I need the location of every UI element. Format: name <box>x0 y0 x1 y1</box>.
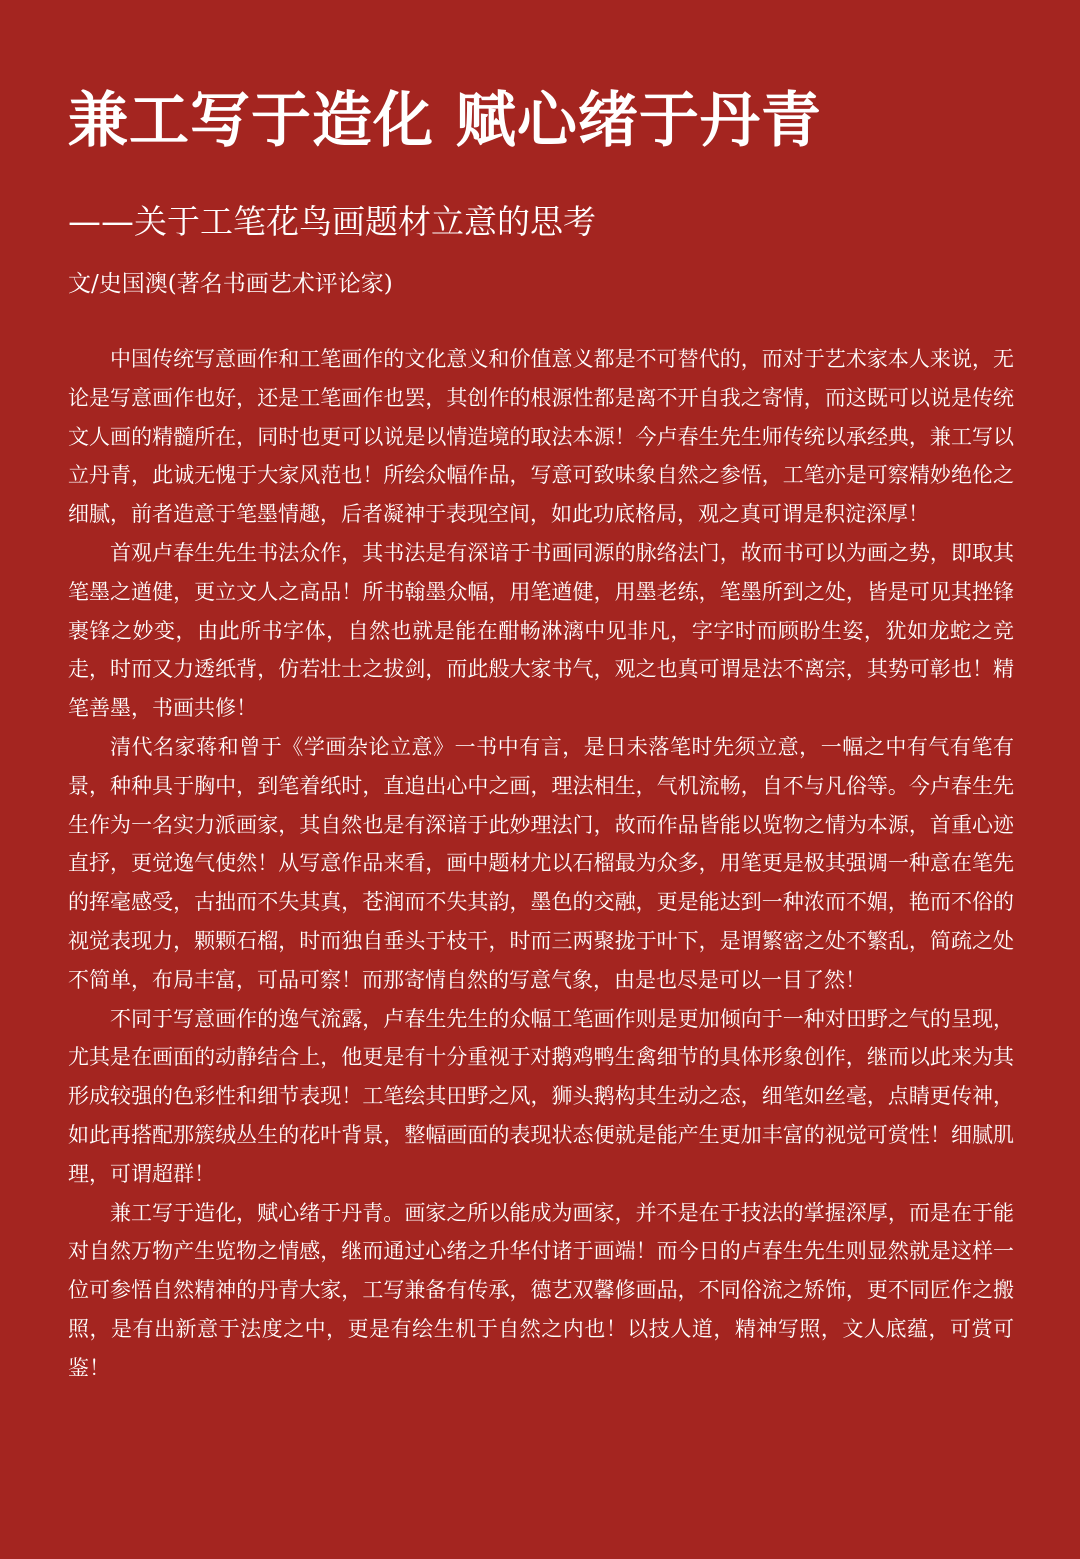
paragraph-3: 清代名家蒋和曾于《学画杂论立意》一书中有言，是日未落笔时先须立意，一幅之中有气有笔有景，种种具于胸中，到笔着纸时，直追出心中之画，理法相生，气机流畅，自不与凡俗等。今卢春生先生作为一名实力派画家，其自然也是有深谙于此妙理法门，故而作品皆能以览物之情为本源，首重心迹直抒，更觉逸气使然！从写意作品来看，画中题材尤以石榴最为众多，用笔更是极其强调一种意在笔先的挥毫感受，古拙而不失其真，苍润而不失其韵，墨色的交融，更是能达到一种浓而不媚，艳而不俗的视觉表现力，颗颗石榴，时而独自垂头于枝干，时而三两聚拢于叶下，是谓繁密之处不繁乱，简疏之处不简单，布局丰富，可品可察！而那寄情自然的写意气象，由是也尽是可以一目了然！ <box>68 734 1014 992</box>
paragraph-4: 不同于写意画作的逸气流露，卢春生先生的众幅工笔画作则是更加倾向于一种对田野之气的呈现，尤其是在画面的动静结合上，他更是有十分重视于对鹅鸡鸭生禽细节的具体形象创作，继而以此来为其形成较强的色彩性和细节表现！工笔绘其田野之风，狮头鹅构其生动之态，细笔如丝毫，点睛更传神，如此再搭配那簇绒丛生的花叶背景，整幅画面的表现状态便就是能产生更加丰富的视觉可赏性！细腻肌理，可谓超群！ <box>68 1006 1014 1186</box>
paragraph-5: 兼工写于造化，赋心绪于丹青。画家之所以能成为画家，并不是在于技法的掌握深厚，而是在于能对自然万物产生览物之情感，继而通过心绪之升华付诸于画端！而今日的卢春生先生则显然就是这样一位可参悟自然精神的丹青大家，工写兼备有传承，德艺双馨修画品，不同俗流之矫饰，更不同匠作之搬照，是有出新意于法度之中，更是有绘生机于自然之内也！以技人道，精神写照，文人底蕴，可赏可鉴！ <box>68 1200 1014 1380</box>
paragraph-2: 首观卢春生先生书法众作，其书法是有深谙于书画同源的脉络法门，故而书可以为画之势，即取其笔墨之遒健，更立文人之高品！所书翰墨众幅，用笔遒健，用墨老练，笔墨所到之处，皆是可见其挫锋裹锋之妙变，由此所书字体，自然也就是能在酣畅淋漓中见非凡，字字时而顾盼生姿，犹如龙蛇之竞走，时而又力透纸背，仿若壮士之拔剑，而此般大家书气，观之也真可谓是法不离宗，其势可彰也！精笔善墨，书画共修！ <box>68 540 1014 721</box>
author-byline: 文/史国澳(著名书画艺术评论家) <box>68 271 393 297</box>
article-subtitle: ——关于工笔花鸟画题材立意的思考 <box>68 202 596 241</box>
article-body <box>68 340 1014 1388</box>
article-title: 兼工写于造化 赋心绪于丹青 <box>68 86 822 156</box>
paragraph-1: 中国传统写意画作和工笔画作的文化意义和价值意义都是不可替代的，而对于艺术家本人来说，无论是写意画作也好，还是工笔画作也罢，其创作的根源性都是离不开自我之寄情，而这既可以说是传统文人画的精髓所在，同时也更可以说是以情造境的取法本源！今卢春生先生师传统以承经典，兼工写以立丹青，此诚无愧于大家风范也！所绘众幅作品，写意可致味象自然之参悟，工笔亦是可察精妙绝伦之细腻，前者造意于笔墨情趣，后者凝神于表现空间，如此功底格局，观之真可谓是积淀深厚！ <box>68 347 1014 527</box>
